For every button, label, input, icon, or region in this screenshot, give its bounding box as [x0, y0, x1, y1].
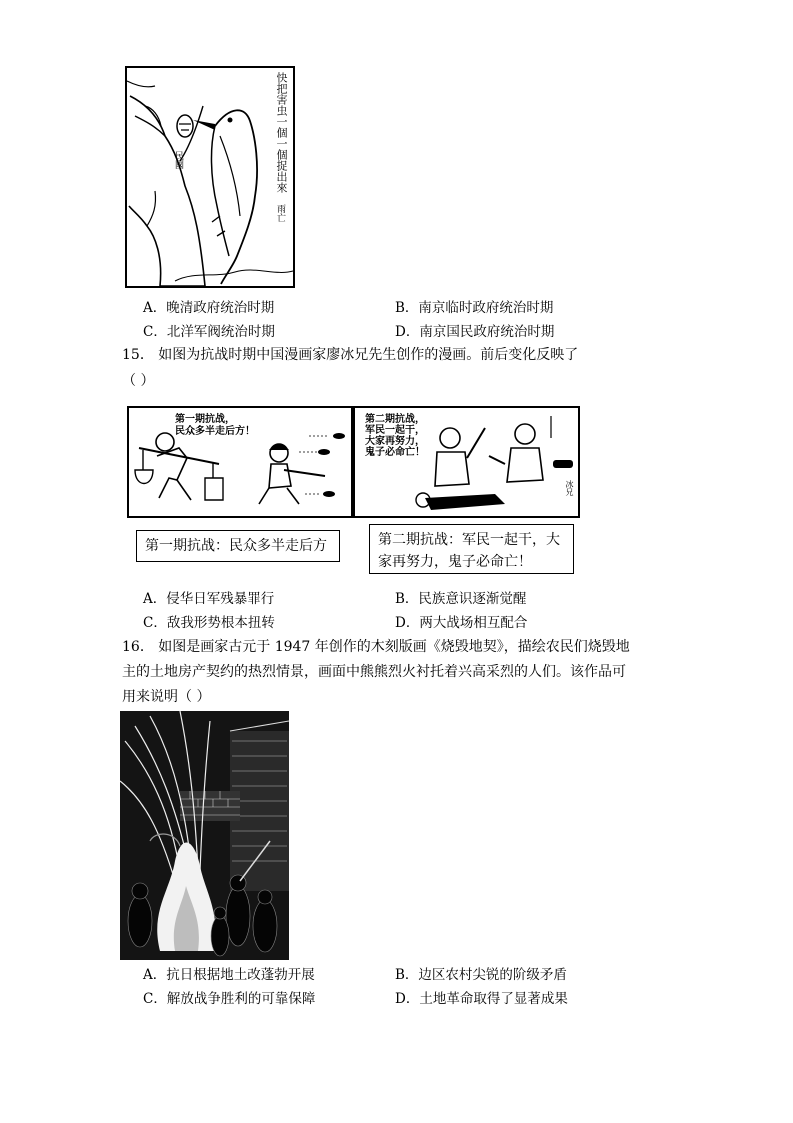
q15-option-a[interactable]: A．侵华日军残暴罪行: [143, 591, 275, 607]
comic-panel-2: [353, 406, 580, 518]
cartoon-signature: 雨亡: [275, 204, 285, 222]
panel2-speech-2: 军民一起干，: [365, 425, 425, 436]
cartoon-vertical-caption: 快把害虫一個一個捉出來: [275, 72, 288, 193]
q16-option-b[interactable]: B．边区农村尖锐的阶级矛盾: [395, 967, 567, 983]
q14-option-b[interactable]: B．南京临时政府统治时期: [395, 300, 554, 316]
panel1-drawing: [129, 408, 351, 516]
woodpecker-drawing: [125, 66, 295, 288]
q14-option-d[interactable]: D．南京国民政府统治时期: [395, 324, 555, 340]
woodpecker-cartoon: [125, 66, 295, 288]
q16-option-c[interactable]: C．解放战争胜利的可靠保障: [143, 991, 316, 1007]
q15-option-d[interactable]: D．两大战场相互配合: [395, 615, 528, 631]
q15-stem-line1: 15． 如图为抗战时期中国漫画家廖冰兄先生创作的漫画。前后变化反映了: [122, 347, 579, 363]
panel2-speech-1: 第二期抗战，: [365, 414, 425, 425]
q16-stem-line1: 16． 如图是画家古元于 1947 年创作的木刻版画《烧毁地契》，描绘农民们烧毁地: [122, 639, 630, 655]
panel2-speech-4: 鬼子必命亡！: [365, 447, 425, 458]
q16-option-d[interactable]: D．土地革命取得了显著成果: [395, 991, 568, 1007]
q15-stem-line2: （ ）: [122, 373, 155, 389]
panel1-speech-1: 第一期抗战，: [175, 414, 235, 425]
panel2-signature: 冰兄: [565, 480, 574, 496]
q16-option-a[interactable]: A．抗日根据地土改蓬勃开展: [143, 967, 315, 983]
q15-box-2: [369, 524, 574, 574]
q15-option-b[interactable]: B．民族意识逐渐觉醒: [395, 591, 527, 607]
panel2-drawing: [355, 408, 578, 516]
q16-stem-line2: 主的土地房产契约的热烈情景，画面中熊熊烈火衬托着兴高采烈的人们。该作品可: [122, 664, 626, 680]
q15-box-1: 第一期抗战：民众多半走后方: [136, 530, 340, 562]
woodcut-drawing: [120, 711, 289, 960]
q15-option-c[interactable]: C．敌我形势根本扭转: [143, 615, 275, 631]
q15-box-2-line2: 家再努力，鬼子必命亡！: [378, 554, 532, 570]
woodcut-print: [120, 711, 289, 960]
q16-stem-line3: 用来说明（ ）: [122, 689, 211, 705]
panel2-speech-3: 大家再努力，: [365, 436, 425, 447]
comic-panel-1: [127, 406, 353, 518]
q14-option-c[interactable]: C．北洋军阀统治时期: [143, 324, 275, 340]
q14-option-a[interactable]: A．晚清政府统治时期: [143, 300, 275, 316]
cartoon-tree-label: 民國: [173, 151, 183, 169]
panel1-speech-2: 民众多半走后方！: [175, 426, 255, 437]
q15-box-2-line1: 第二期抗战：军民一起干，大: [378, 532, 560, 548]
